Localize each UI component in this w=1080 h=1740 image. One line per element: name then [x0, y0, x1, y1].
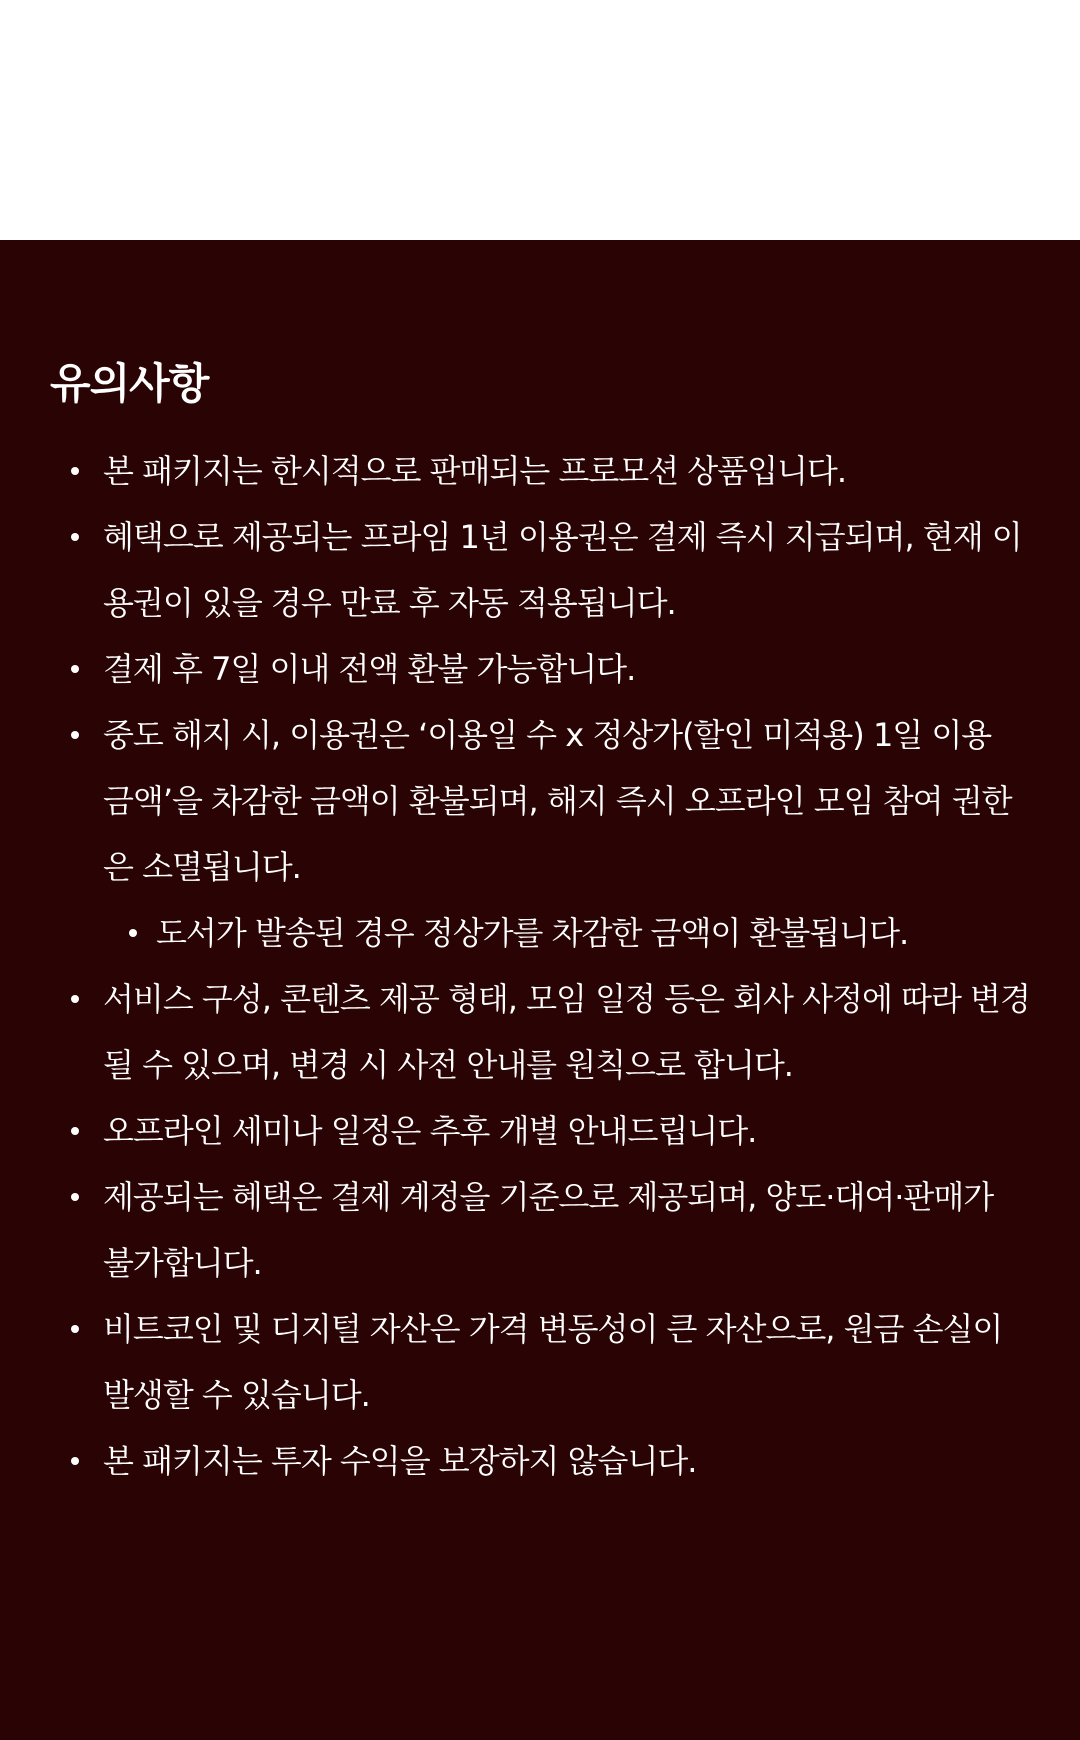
- list-item: [50, 1164, 1030, 1296]
- list-item: [50, 438, 1030, 504]
- bullet-icon: [71, 731, 79, 739]
- notice-text: 오프라인 세미나 일정은 추후 개별 안내드립니다.: [103, 1112, 757, 1150]
- notice-text: 제공되는 혜택은 결제 계정을 기준으로 제공되며, 양도·대여·판매가 불가합니다.: [103, 1178, 994, 1282]
- notice-text: 서비스 구성, 콘텐츠 제공 형태, 모임 일정 등은 회사 사정에 따라 변경될 수 있으며, 변경 시 사전 안내를 원칙으로 합니다.: [103, 980, 1030, 1084]
- bullet-icon: [71, 533, 79, 541]
- notice-text: 비트코인 및 디지털 자산은 가격 변동성이 큰 자산으로, 원금 손실이 발생할 수 있습니다.: [103, 1310, 1003, 1414]
- list-item: [50, 1428, 1030, 1494]
- list-item: [50, 504, 1030, 636]
- notice-list: [50, 438, 1030, 1494]
- notice-title: 유의사항: [50, 359, 209, 408]
- notice-text: 혜택으로 제공되는 프라임 1년 이용권은 결제 즉시 지급되며, 현재 이용권이 있을 경우 만료 후 자동 적용됩니다.: [103, 518, 1022, 622]
- bullet-icon: [71, 1325, 79, 1333]
- list-item: [50, 702, 1030, 966]
- sub-notice-list: [103, 900, 1030, 966]
- bullet-icon: [71, 995, 79, 1003]
- list-item: [50, 966, 1030, 1098]
- bullet-icon: [71, 1457, 79, 1465]
- notice-section: [0, 240, 1080, 1740]
- sub-bullet-icon: [129, 929, 137, 937]
- notice-text: 본 패키지는 투자 수익을 보장하지 않습니다.: [103, 1442, 697, 1480]
- notice-text: 결제 후 7일 이내 전액 환불 가능합니다.: [103, 650, 636, 688]
- sub-notice-text: 도서가 발송된 경우 정상가를 차감한 금액이 환불됩니다.: [156, 914, 909, 952]
- bullet-icon: [71, 665, 79, 673]
- list-item: [50, 1296, 1030, 1428]
- bullet-icon: [71, 467, 79, 475]
- notice-text: 중도 해지 시, 이용권은 ‘이용일 수 x 정상가(할인 미적용) 1일 이용 금액’을 차감한 금액이 환불되며, 해지 즉시 오프라인 모임 참여 권한은 소멸됩니다.: [103, 716, 1012, 886]
- sub-list-item: [103, 900, 1030, 966]
- notice-text: 본 패키지는 한시적으로 판매되는 프로모션 상품입니다.: [103, 452, 847, 490]
- list-item: [50, 636, 1030, 702]
- top-blank-area: [0, 0, 1080, 240]
- bullet-icon: [71, 1127, 79, 1135]
- list-item: [50, 1098, 1030, 1164]
- bullet-icon: [71, 1193, 79, 1201]
